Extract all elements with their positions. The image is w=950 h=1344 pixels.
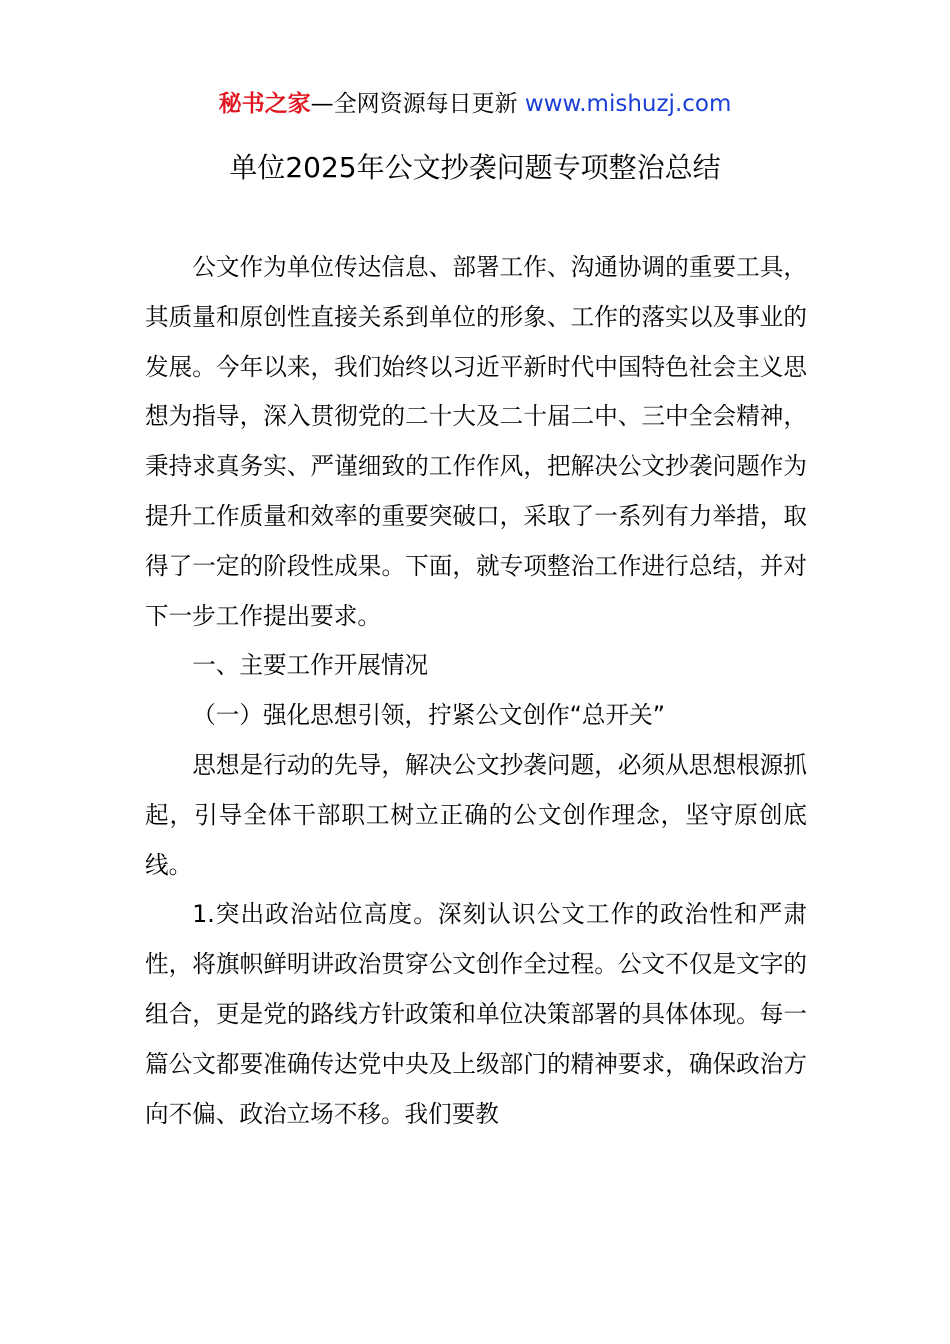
- site-header: [0, 86, 950, 122]
- paragraph: 思想是行动的先导，解决公文抄袭问题，必须从思想根源抓起，引导全体干部职工树立正确的公文创作理念，坚守原创底线。: [145, 750, 807, 879]
- document-body: [145, 243, 807, 1139]
- brand-name: 秘书之家: [218, 91, 311, 117]
- site-url-link[interactable]: www.mishuzj.com: [524, 91, 732, 117]
- header-tagline: —全网资源每日更新: [310, 91, 525, 117]
- paragraph: 1.突出政治站位高度。深刻认识公文工作的政治性和严肃性，将旗帜鲜明讲政治贯穿公文创作全过程。公文不仅是文字的组合，更是党的路线方针政策和单位决策部署的具体体现。每一篇公文都要准确传达党中央及上级部门的精神要求，确保政治方向不偏、政治立场不移。我们要教: [145, 900, 807, 1128]
- paragraph-intro: 公文作为单位传达信息、部署工作、沟通协调的重要工具，其质量和原创性直接关系到单位的形象、工作的落实以及事业的发展。今年以来，我们始终以习近平新时代中国特色社会主义思想为指导，深入贯彻党的二十大及二十届二中、三中全会精神，秉持求真务实、严谨细致的工作作风，把解决公文抄袭问题作为提升工作质量和效率的重要突破口，采取了一系列有力举措，取得了一定的阶段性成果。下面，就专项整治工作进行总结，并对下一步工作提出要求。: [145, 253, 807, 630]
- document-title: 单位2025年公文抄袭问题专项整治总结: [229, 151, 721, 184]
- subsection-heading: （一）强化思想引领，拧紧公文创作“总开关”: [192, 701, 665, 730]
- section-heading: 一、主要工作开展情况: [192, 651, 429, 680]
